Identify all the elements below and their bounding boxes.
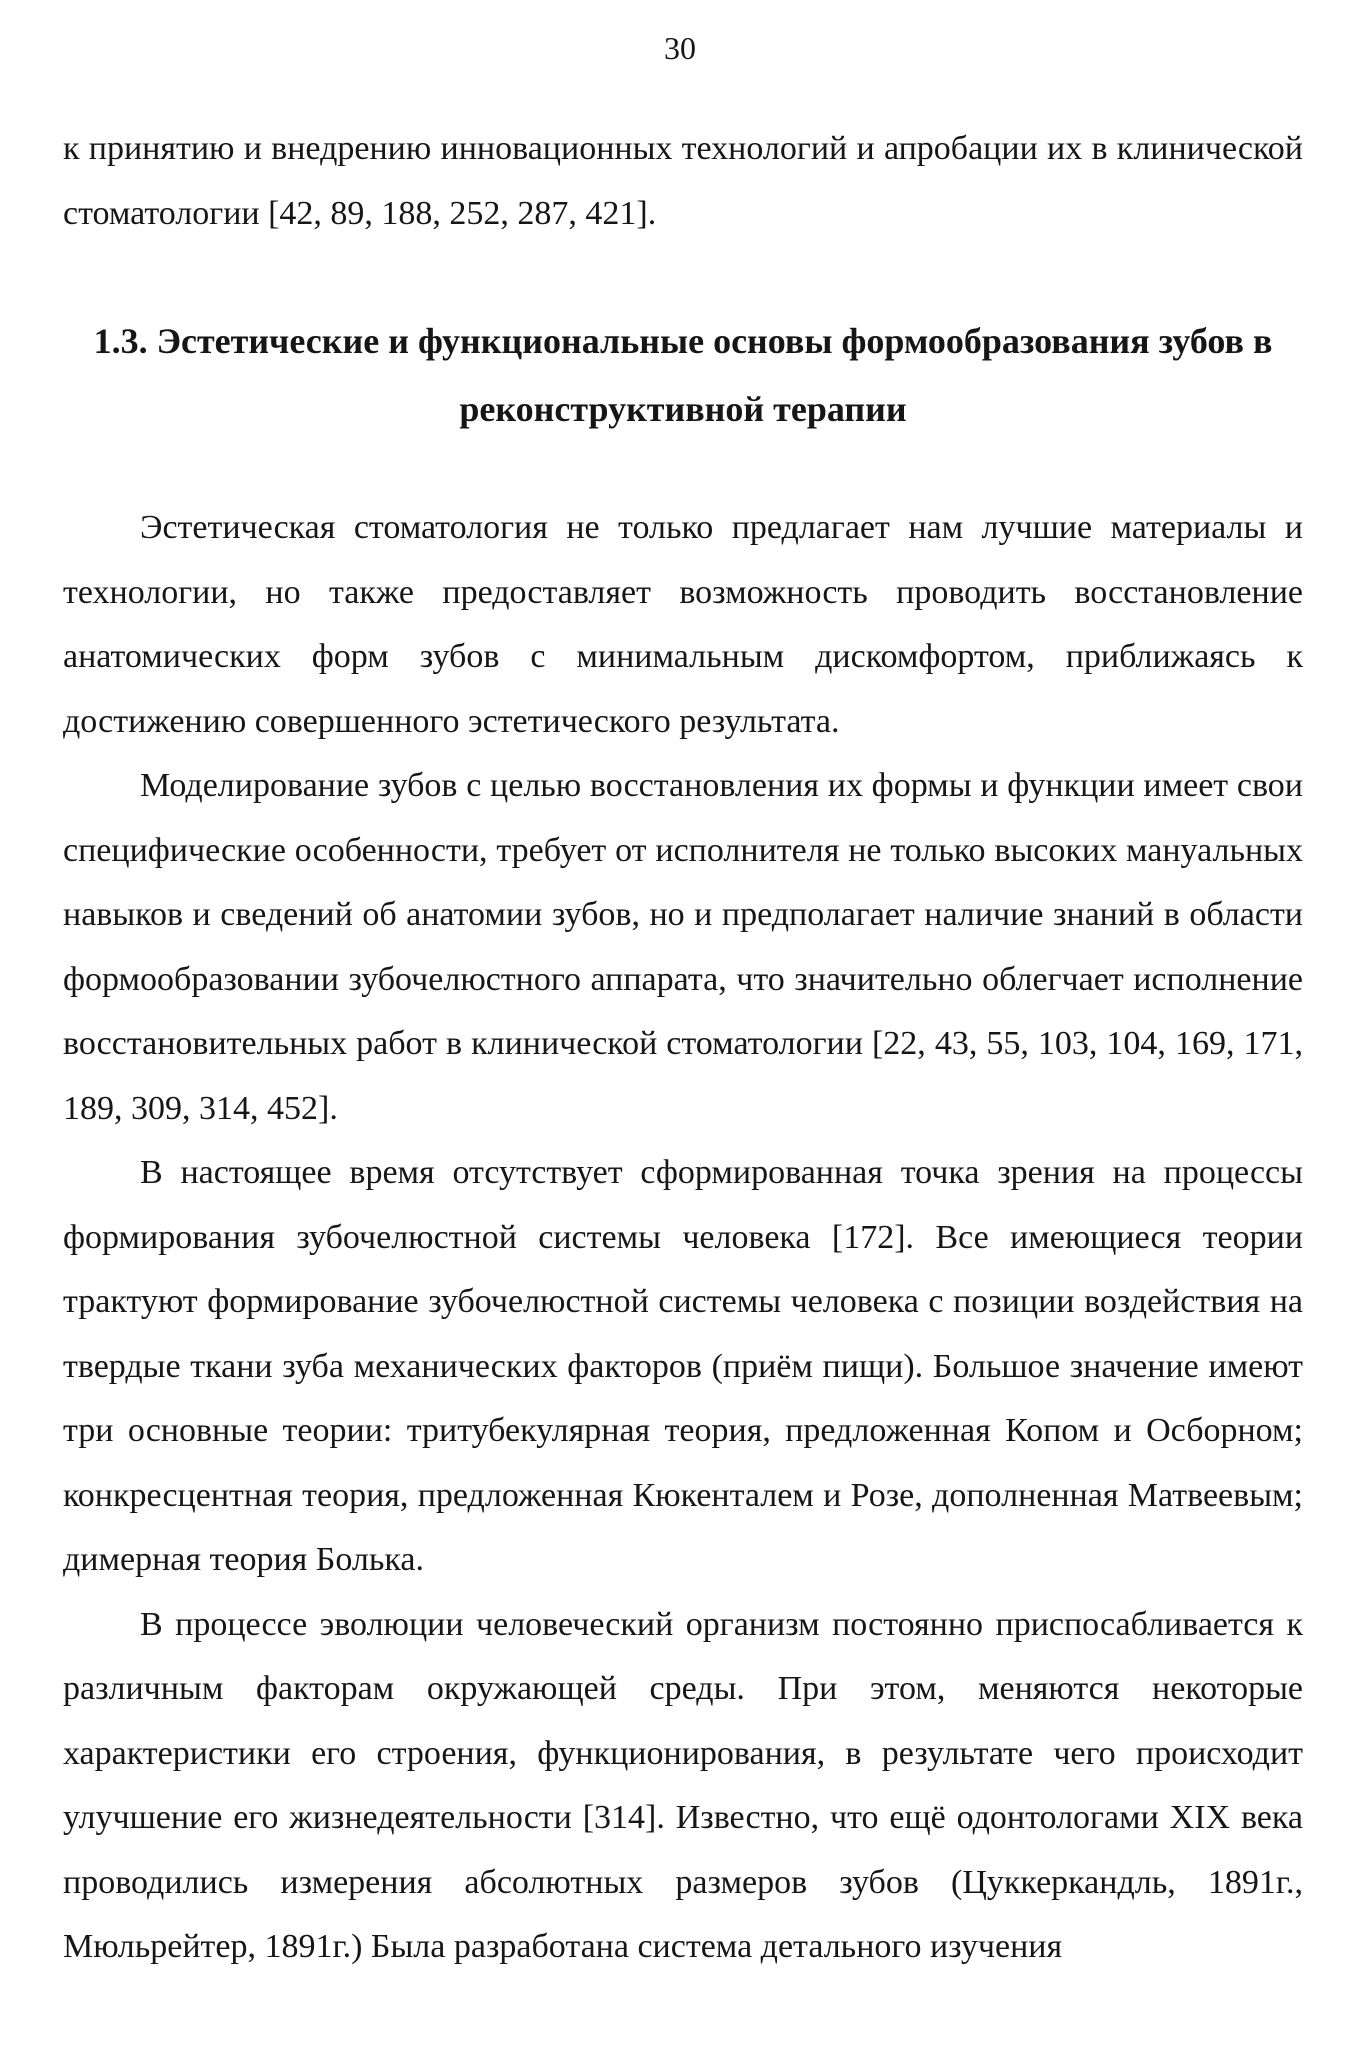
body-paragraph-4: В процессе эволюции человеческий организм постоянно приспосабливается к различным факторам окружающей среды. При этом, меняются некоторые характеристики его строения, функционирования, в результате чего происходит улучшение его жизнедеятельности [314]. Известно, что ещё одонтологами XIX века проводились измерения абсолютных размеров зубов (Цуккеркандль, 1891г., Мюльрейтер, 1891г.) Была разработана система детального изучения [63,1605,1303,1965]
body-paragraph-2: Моделирование зубов с целью восстановления их формы и функции имеет свои специфические особенности, требует от исполнителя не только высоких мануальных навыков и сведений об анатомии зубов, но и предполагает наличие знаний в области формообразовании зубочелюстного аппарата, что значительно облегчает исполнение восстановительных работ в клинической стоматологии [22, 43, 55, 103, 104, 169, 171, 189, 309, 314, 452]. [63,767,1303,1127]
continuation-paragraph: к принятию и внедрению инновационных технологий и апробации их в клинической стоматологии [42, 89, 188, 252, 287, 421]. [63,130,1303,232]
section-number: 1.3. [93,321,148,361]
continuation-text-block [63,117,1303,246]
body-paragraph-1: Эстетическая стоматология не только предлагает нам лучшие материалы и технологии, но также предоставляет возможность проводить восстановление анатомических форм зубов с минимальным дискомфортом, приближаясь к достижению совершенного эстетического результата. [63,509,1303,740]
section-body [63,496,1303,1980]
section-heading [63,307,1303,443]
body-paragraph-3: В настоящее время отсутствует сформированная точка зрения на процессы формирования зубочелюстной системы человека [172]. Все имеющиеся теории трактуют формирование зубочелюстной системы человека с позиции воздействия на твердые ткани зуба механических факторов (приём пищи). Большое значение имеют три основные теории: тритубекулярная теория, предложенная Копом и Осборном; конкресцентная теория, предложенная Кюкенталем и Розе, дополненная Матвеевым; димерная теория Болька. [63,1154,1303,1578]
page-number: 30 [664,30,696,66]
section-title: Эстетические и функциональные основы формообразования зубов в реконструктивной терапии [156,321,1273,429]
